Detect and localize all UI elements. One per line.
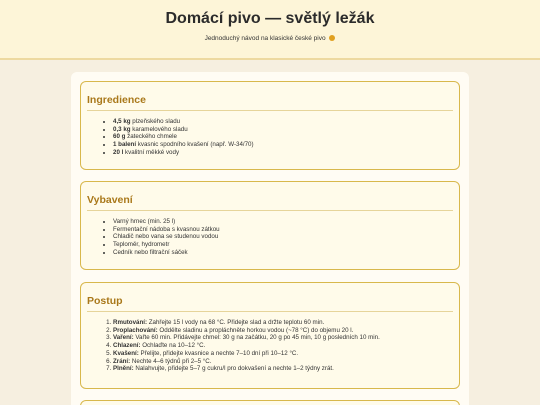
item-amount: 4,5 kg bbox=[113, 118, 131, 125]
procedure-card bbox=[80, 282, 460, 389]
list-item bbox=[113, 141, 451, 149]
step-label: Kvašení: bbox=[113, 349, 139, 357]
step-item bbox=[113, 327, 451, 335]
step-item bbox=[113, 350, 451, 358]
item-text: kvalitní měkké vody bbox=[123, 148, 180, 156]
beer-icon bbox=[329, 35, 335, 41]
ingredients-list bbox=[113, 118, 451, 157]
main-content bbox=[71, 72, 469, 405]
list-item: • Teploměr, hydrometr bbox=[113, 241, 451, 249]
procedure-list bbox=[113, 319, 451, 373]
step-item bbox=[113, 319, 451, 327]
step-text: Nalahvujte, přidejte 5–7 g cukru/l pro dokvašení a nechte 1–2 týdny zrát. bbox=[133, 365, 334, 373]
item-text: žateckého chmele bbox=[125, 133, 177, 141]
ingredients-heading: Ingredience bbox=[87, 94, 453, 111]
list-item bbox=[113, 118, 451, 126]
item-text: plzeňského sladu bbox=[130, 118, 181, 125]
list-item: • Chladič nebo vana se studenou vodou bbox=[113, 233, 451, 241]
step-label: Rmutování: bbox=[113, 319, 148, 326]
list-item: • Cedník nebo filtrační sáček bbox=[113, 249, 451, 257]
list-item: • Varný hrnec (min. 25 l) bbox=[113, 218, 451, 226]
step-text: Zahřejte 15 l vody na 68 °C. Přidejte slad a držte teplotu 60 min. bbox=[147, 319, 325, 326]
item-amount: 1 balení bbox=[113, 141, 137, 149]
step-label: Vaření: bbox=[113, 334, 134, 342]
page-subtitle bbox=[0, 35, 540, 42]
step-item bbox=[113, 342, 451, 350]
step-text: Oddělte sladinu a propláchněte horkou vodou (~78 °C) do objemu 20 l. bbox=[157, 326, 354, 334]
procedure-heading: Postup bbox=[87, 295, 453, 312]
step-label: Plnění: bbox=[113, 365, 134, 373]
step-label: Chlazení: bbox=[113, 342, 141, 350]
step-label: Proplachování: bbox=[113, 326, 158, 334]
step-label: Zrání: bbox=[113, 357, 131, 365]
step-text: Vařte 60 min. Přidávejte chmel: 30 g na začátku, 20 g po 45 min, 10 g posledních 10 min. bbox=[133, 334, 380, 342]
item-amount: 60 g bbox=[113, 133, 126, 141]
list-item bbox=[113, 126, 451, 134]
list-item: • Fermentační nádoba s kvasnou zátkou bbox=[113, 226, 451, 234]
item-amount: 20 l bbox=[113, 148, 124, 156]
item-amount: 0,3 kg bbox=[113, 125, 131, 133]
list-item bbox=[113, 133, 451, 141]
item-text: karamelového sladu bbox=[130, 125, 188, 133]
step-text: Nechte 4–6 týdnů při 2–5 °C. bbox=[130, 357, 212, 365]
step-item bbox=[113, 365, 451, 373]
item-text: kvasnic spodního kvašení (např. W-34/70) bbox=[136, 141, 254, 149]
page-header bbox=[0, 0, 540, 60]
subtitle-text: Jednoduchý návod na klasické české pivo bbox=[204, 35, 326, 42]
equipment-card bbox=[80, 181, 460, 270]
list-item bbox=[113, 149, 451, 157]
ingredients-card bbox=[80, 81, 460, 170]
equipment-list bbox=[113, 218, 451, 257]
step-text: Ochlaďte na 10–12 °C. bbox=[140, 342, 206, 350]
step-text: Přelijte, přidejte kvasnice a nechte 7–10 dní při 10–12 °C. bbox=[138, 349, 299, 357]
next-section-card bbox=[80, 400, 460, 405]
step-item bbox=[113, 334, 451, 342]
equipment-heading: Vybavení bbox=[87, 194, 453, 211]
step-item bbox=[113, 358, 451, 366]
page-title: Domácí pivo — světlý ležák bbox=[165, 10, 375, 27]
